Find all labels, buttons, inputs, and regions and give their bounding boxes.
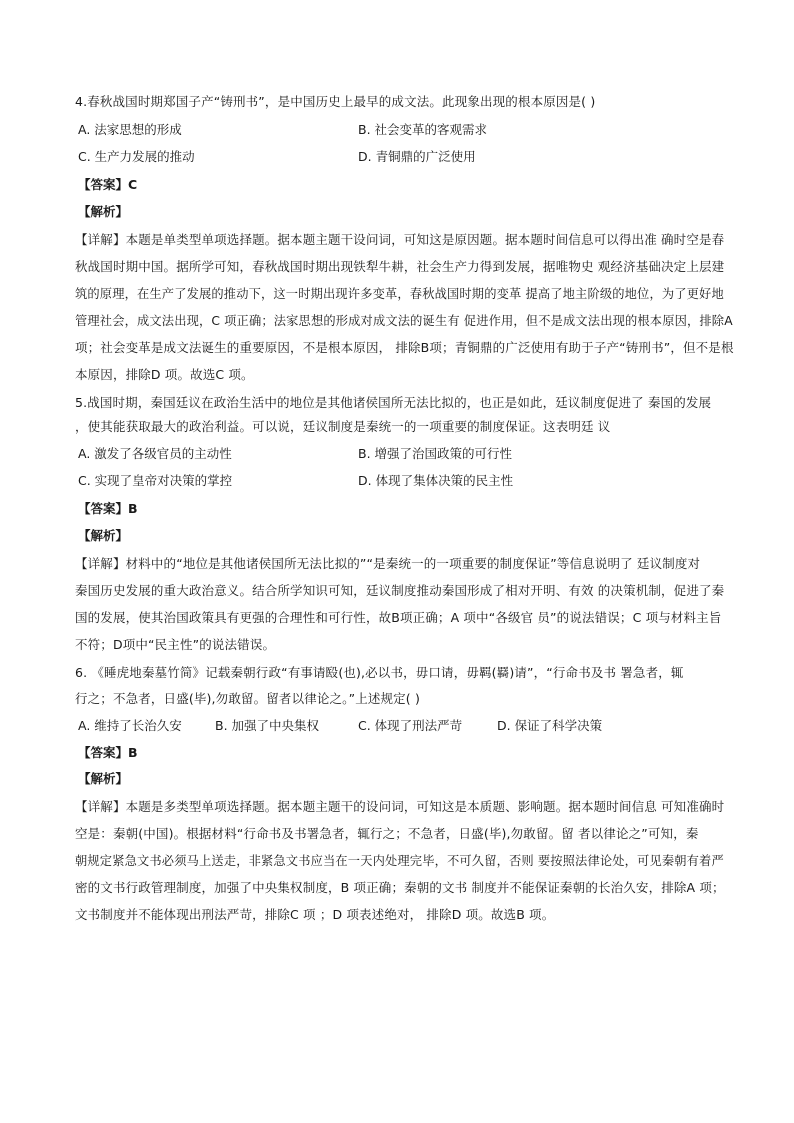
q5-detail-line: 国的发展，使其治国政策具有更强的合理性和可行性，故B项正确；A 项中“各级官 员”的说法错误；C 项与材料主旨 [75,610,722,625]
q4-detail-line: 本原因，排除D 项。故选C 项。 [75,367,254,382]
q4-detail-line: 项；社会变革是成文法诞生的重要原因，不是根本原因， 排除B项；青铜鼎的广泛使用有助于子产“铸刑书”，但不是根 [75,340,734,355]
q4-detail-line: 管理社会，成文法出现，C 项正确；法家思想的形成对成文法的诞生有 促进作用，但不是成文法出现的根本原因，排除A [75,314,733,328]
q6-detail-line: 朝规定紧急文书必须马上送走，非紧急文书应当在一天内处理完毕，不可久留，否则 要按照法律论处，可见秦朝有着严 [75,854,724,868]
q5-stem-line: 5.战国时期，秦国廷议在政治生活中的地位是其他诸侯国所无法比拟的，也正是如此，廷议制度促进了 秦国的发展 [75,395,712,410]
q4-option-a: A. 法家思想的形成 [78,122,182,137]
q5-stem-line: ，使其能获取最大的政治利益。可以说，廷议制度是秦统一的一项重要的制度保证。这表明廷 议 [75,419,611,434]
q5-detail-line: 不符；D项中“民主性”的说法错误。 [75,637,276,652]
q6-detail-line: 文书制度并不能体现出刑法严苛，排除C 项 ；D 项表述绝对， 排除D 项。故选B 项。 [75,907,555,922]
q4-option-c: C. 生产力发展的推动 [78,149,195,164]
q6-detail-line: 【详解】本题是多类型单项选择题。据本题主题干的设问词，可知这是本质题、影响题。据本题时间信息 可知准确时 [75,799,725,814]
q4-option-d: D. 青铜鼎的广泛使用 [358,149,476,164]
q6-option-d: D. 保证了科学决策 [497,718,603,733]
q5-option-b: B. 增强了治国政策的可行性 [358,446,513,461]
q5-detail-line: 秦国历史发展的重大政治意义。结合所学知识可知，廷议制度推动秦国形成了相对开明、有效 的决策机制，促进了秦 [75,583,725,598]
q5-option-a: A. 激发了各级官员的主动性 [78,446,232,461]
q4-answer: 【答案】C [78,177,138,192]
q5-option-d: D. 体现了集体决策的民主性 [358,473,514,488]
q4-detail-line: 筑的原理，在生产了发展的推动下，这一时期出现许多变革，春秋战国时期的变革 提高了地主阶级的地位，为了更好地 [75,287,724,301]
q6-option-b: B. 加强了中央集权 [215,718,320,733]
q6-option-a: A. 维持了长治久安 [78,718,182,733]
q6-option-c: C. 体现了刑法严苛 [358,718,463,733]
q6-analysis-label: 【解析】 [78,771,129,786]
q5-option-c: C. 实现了皇帝对决策的掌控 [78,473,233,488]
q5-analysis-label: 【解析】 [78,528,129,543]
q6-stem-line: 6. 《睡虎地秦墓竹简》记载秦朝行政“有事请殹(也),必以书，毋口请，毋羁(羇)请”，“行命书及书 署急者，辄 [75,665,684,680]
q6-stem-line: 行之；不急者，日盛(毕),勿敢留。留者以律论之。”上述规定( ) [75,691,420,706]
q4-detail-line: 【详解】本题是单类型单项选择题。据本题主题干设问词，可知这是原因题。据本题时间信息可以得出准 确时空是春 [75,232,725,247]
q4-stem: 4.春秋战国时期郑国子产“铸刑书”，是中国历史上最早的成文法。此现象出现的根本原因是( ) [75,94,596,109]
q4-detail-line: 秋战国时期中国。据所学可知，春秋战国时期出现铁犁牛耕，社会生产力得到发展，据唯物史 观经济基础决定上层建 [75,259,725,274]
q5-detail-line: 【详解】材料中的“地位是其他诸侯国所无法比拟的”“是秦统一的一项重要的制度保证”等信息说明了 廷议制度对 [75,556,701,571]
q5-answer: 【答案】B [78,501,138,516]
q6-detail-line: 空是：秦朝(中国)。根据材料“行命书及书署急者，辄行之；不急者，日盛(毕),勿敢留。留 者以律论之”可知，秦 [75,826,699,841]
q6-detail-line: 密的文书行政管理制度，加强了中央集权制度，B 项正确；秦朝的文书 制度并不能保证秦朝的长治久安，排除A 项； [75,880,725,895]
q4-analysis-label: 【解析】 [78,204,129,219]
q6-answer: 【答案】B [78,745,138,760]
q4-option-b: B. 社会变革的客观需求 [358,122,488,137]
